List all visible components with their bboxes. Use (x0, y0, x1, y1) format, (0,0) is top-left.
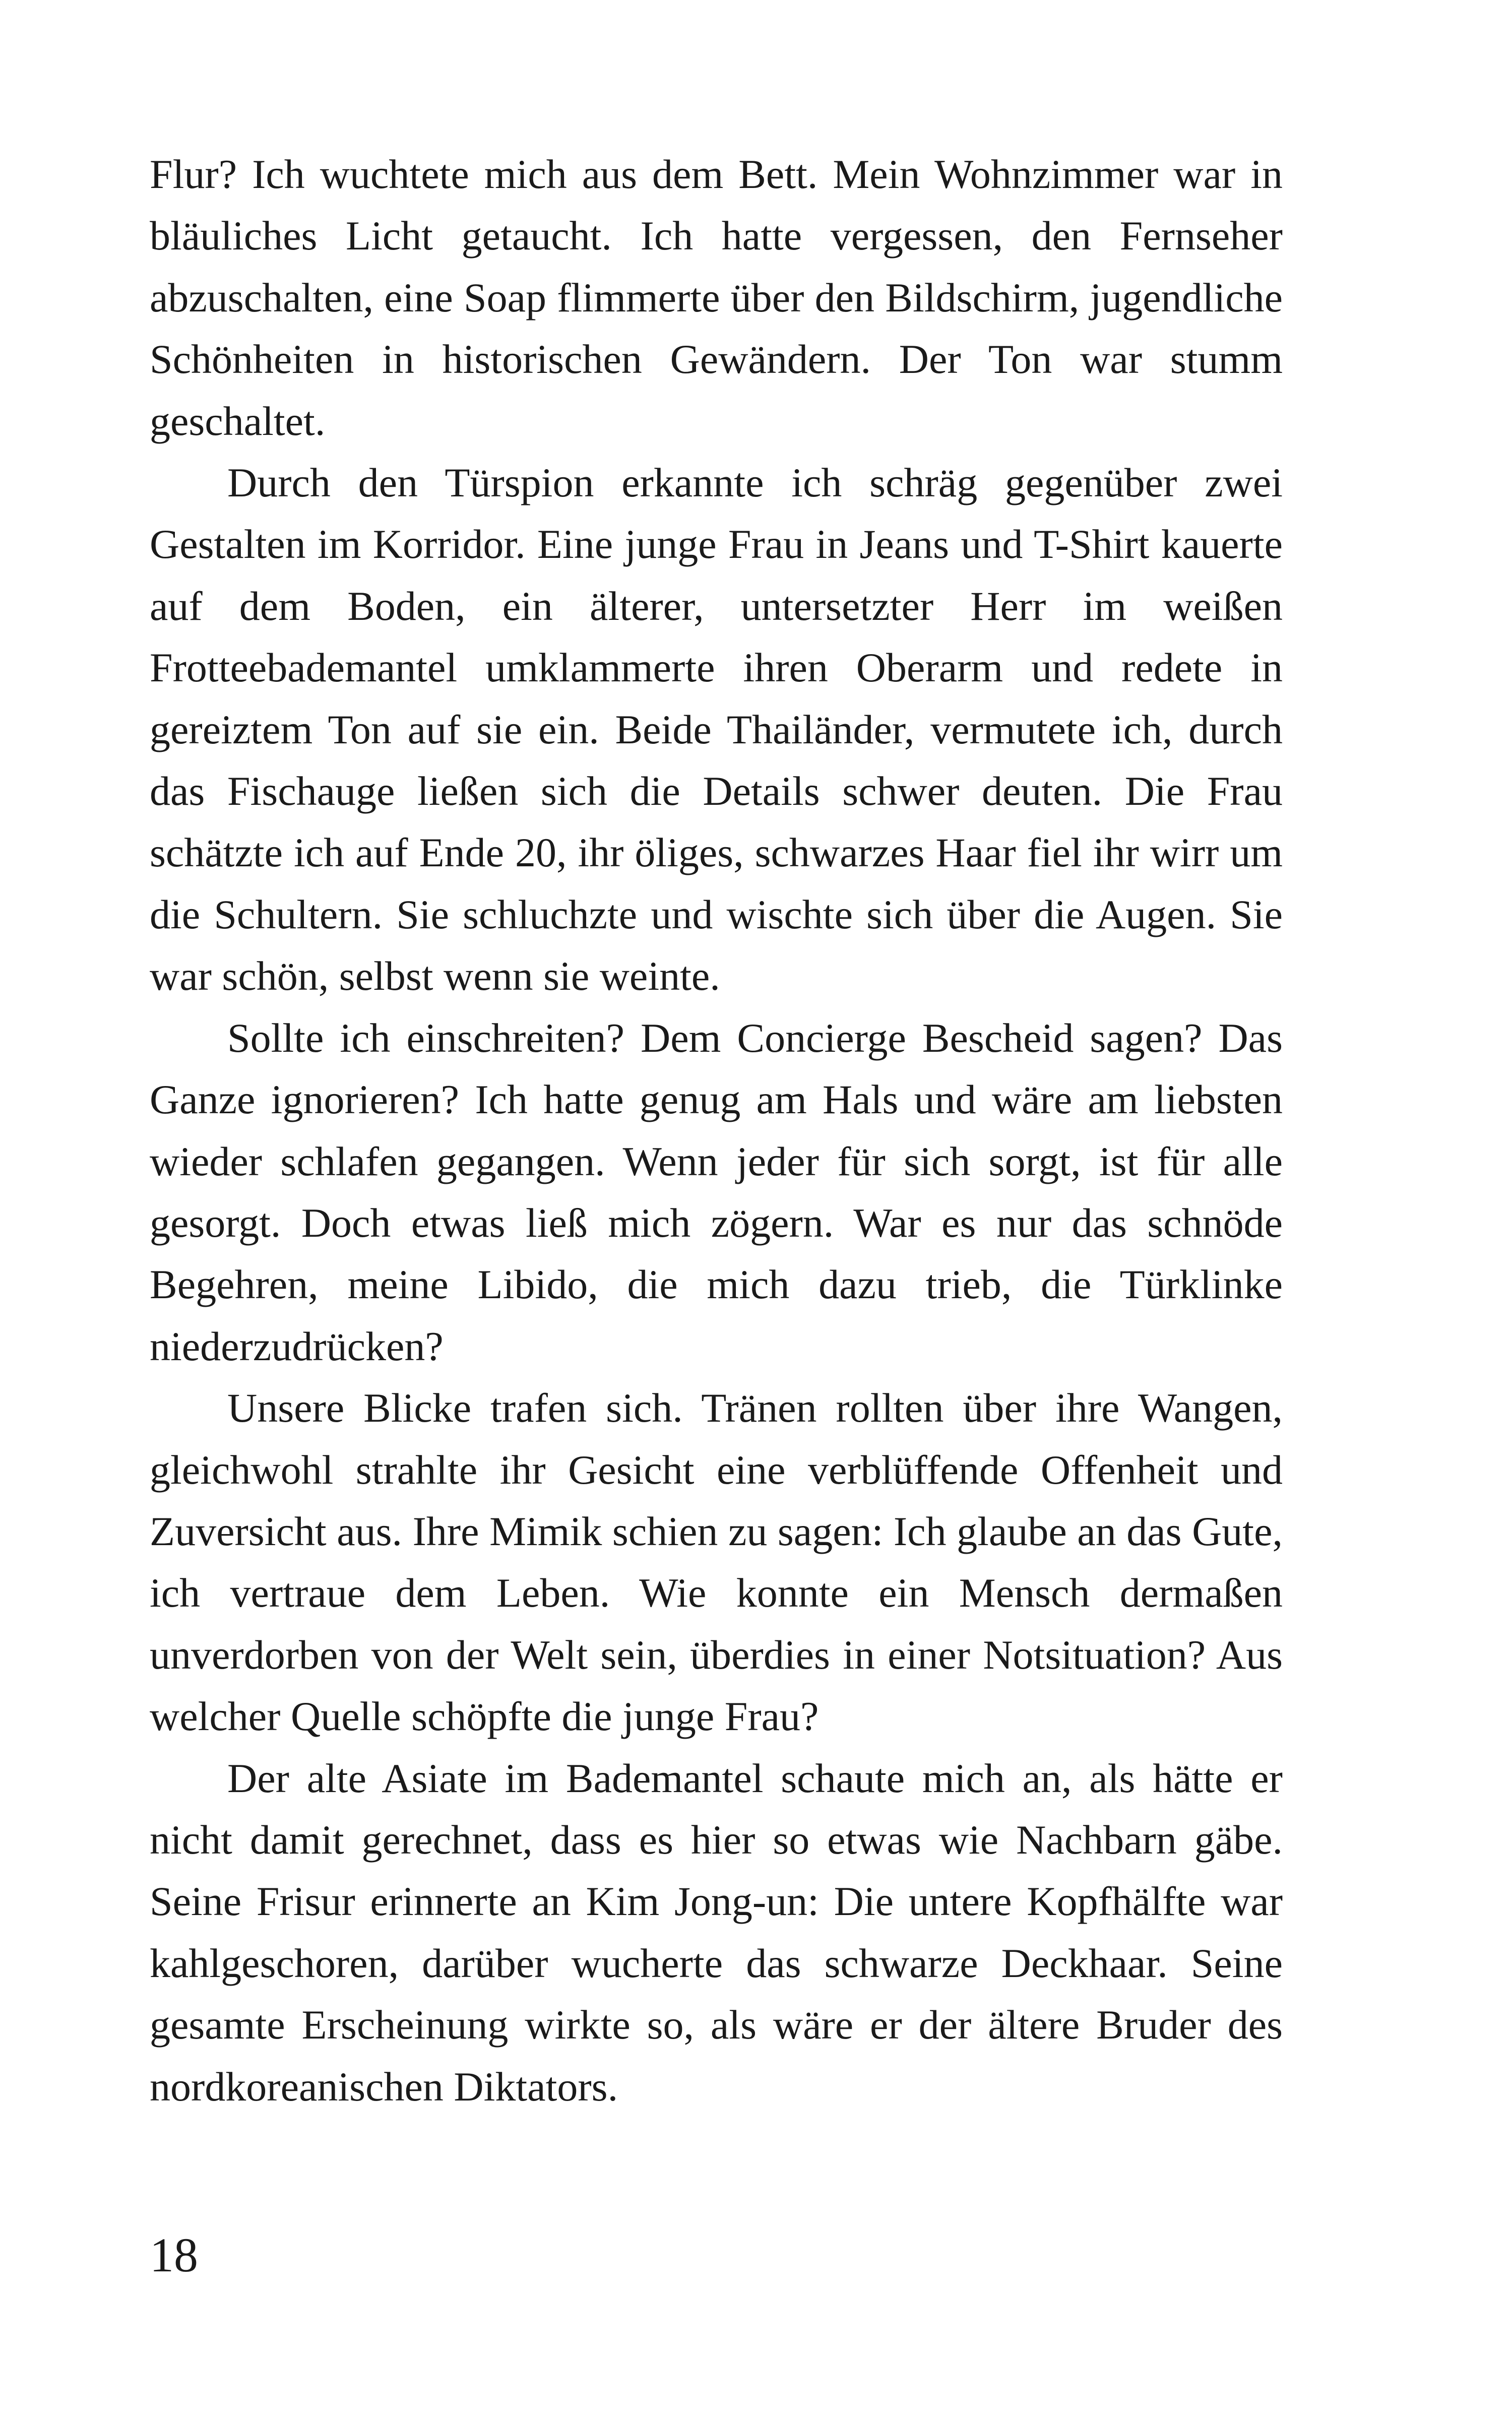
body-text (150, 144, 1283, 2118)
page-number: 18 (150, 2228, 198, 2282)
paragraph-4: Unsere Blicke trafen sich. Tränen rollten über ihre Wangen, gleichwohl strahlte ihr Gesicht eine verblüffende Offenheit und Zuversicht aus. Ihre Mimik schien zu sagen: Ich glaube an das Gute, ich vertraue dem Leben. Wie konnte ein Mensch dermaßen unverdorben von der Welt sein, überdies in einer Notsituation? Aus welcher Quelle schöpfte die junge Frau? (150, 1385, 1283, 1740)
paragraph-2: Durch den Türspion erkannte ich schräg gegenüber zwei Gestalten im Korridor. Eine junge Frau in Jeans und T-Shirt kauerte auf dem Boden, ein älterer, untersetzter Herr im weißen Frotteebademantel umklammerte ihren Oberarm und redete in gereiztem Ton auf sie ein. Beide Thailänder, vermutete ich, durch das Fischauge ließen sich die Details schwer deuten. Die Frau schätzte ich auf Ende 20, ihr öliges, schwarzes Haar fiel ihr wirr um die Schultern. Sie schluchzte und wischte sich über die Augen. Sie war schön, selbst wenn sie weinte. (150, 460, 1283, 999)
paragraph-3: Sollte ich einschreiten? Dem Concierge Bescheid sagen? Das Ganze ignorieren? Ich hatte genug am Hals und wäre am liebsten wieder schlafen gegangen. Wenn jeder für sich sorgt, ist für alle gesorgt. Doch etwas ließ mich zögern. War es nur das schnöde Begehren, meine Libido, die mich dazu trieb, die Türklinke niederzudrücken? (150, 1014, 1283, 1369)
paragraph-1: Flur? Ich wuchtete mich aus dem Bett. Mein Wohnzimmer war in bläuliches Licht getaucht. Ich hatte vergessen, den Fernseher abzuschalten, eine Soap flimmerte über den Bildschirm, jugendliche Schönheiten in historischen Gewändern. Der Ton war stumm geschaltet. (150, 151, 1283, 444)
paragraph-5: Der alte Asiate im Bademantel schaute mich an, als hätte er nicht damit gerechnet, dass es hier so etwas wie Nachbarn gäbe. Seine Frisur erinnerte an Kim Jong-un: Die untere Kopfhälfte war kahlgeschoren, darüber wucherte das schwarze Deckhaar. Seine gesamte Erscheinung wirkte so, als wäre er der ältere Bruder des nordkoreanischen Diktators. (150, 1755, 1283, 2110)
